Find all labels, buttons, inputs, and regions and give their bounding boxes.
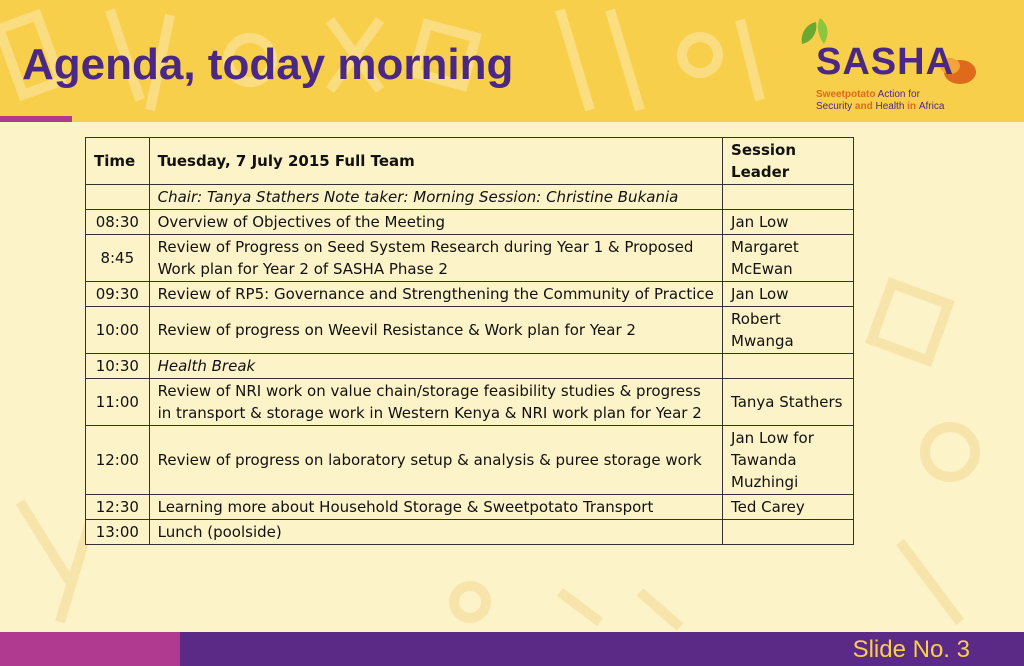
row-session: Review of NRI work on value chain/storage feasibility studies & progress in transport & storage work in Western Kenya & NRI work plan for Year 2	[149, 379, 722, 426]
row-leader: Ted Carey	[723, 495, 854, 520]
table-row	[86, 520, 854, 545]
row-session: Review of RP5: Governance and Strengthening the Community of Practice	[149, 282, 722, 307]
table-row	[86, 426, 854, 495]
header-time: Time	[86, 138, 150, 185]
row-session: Lunch (poolside)	[149, 520, 722, 545]
row-time: 12:00	[86, 426, 150, 495]
table-row	[86, 282, 854, 307]
row-session: Review of Progress on Seed System Research during Year 1 & Proposed Work plan for Year 2 of SASHA Phase 2	[149, 235, 722, 282]
logo-tagline-line1: Sweetpotato Action for	[816, 89, 920, 100]
header-session: Tuesday, 7 July 2015 Full Team	[149, 138, 722, 185]
chair-row-leader	[723, 185, 854, 210]
logo-tagline-line2: Security and Health in Africa	[816, 101, 945, 112]
row-session: Health Break	[149, 354, 722, 379]
row-time: 08:30	[86, 210, 150, 235]
chair-row	[86, 185, 854, 210]
header-accent-bar	[0, 116, 72, 122]
slide-number: Slide No. 3	[852, 636, 970, 663]
row-session: Learning more about Household Storage & Sweetpotato Transport	[149, 495, 722, 520]
page-title: Agenda, today morning	[22, 40, 514, 89]
leaf-icon	[802, 22, 817, 44]
row-time: 8:45	[86, 235, 150, 282]
row-leader	[723, 354, 854, 379]
table-row	[86, 307, 854, 354]
logo-wordmark: SASHA	[816, 41, 955, 83]
row-leader: Jan Low	[723, 282, 854, 307]
footer-accent-stripe	[0, 632, 180, 666]
row-leader: Tanya Stathers	[723, 379, 854, 426]
table-row	[86, 495, 854, 520]
table-header-row	[86, 138, 854, 185]
row-time: 10:30	[86, 354, 150, 379]
row-time: 13:00	[86, 520, 150, 545]
row-time: 09:30	[86, 282, 150, 307]
row-leader: Margaret McEwan	[723, 235, 854, 282]
row-time: 12:30	[86, 495, 150, 520]
sasha-logo	[790, 14, 990, 114]
row-session: Review of progress on laboratory setup & analysis & puree storage work	[149, 426, 722, 495]
row-time: 10:00	[86, 307, 150, 354]
table-row	[86, 354, 854, 379]
row-session: Overview of Objectives of the Meeting	[149, 210, 722, 235]
row-leader	[723, 520, 854, 545]
row-leader: Jan Low for Tawanda Muzhingi	[723, 426, 854, 495]
table-row	[86, 235, 854, 282]
row-session: Review of progress on Weevil Resistance & Work plan for Year 2	[149, 307, 722, 354]
row-time: 11:00	[86, 379, 150, 426]
row-leader: Jan Low	[723, 210, 854, 235]
table-row	[86, 379, 854, 426]
chair-row-text: Chair: Tanya Stathers Note taker: Morning Session: Christine Bukania	[149, 185, 722, 210]
chair-row-time	[86, 185, 150, 210]
row-leader: Robert Mwanga	[723, 307, 854, 354]
table-row	[86, 210, 854, 235]
header-leader: Session Leader	[723, 138, 854, 185]
agenda-table	[85, 137, 854, 545]
